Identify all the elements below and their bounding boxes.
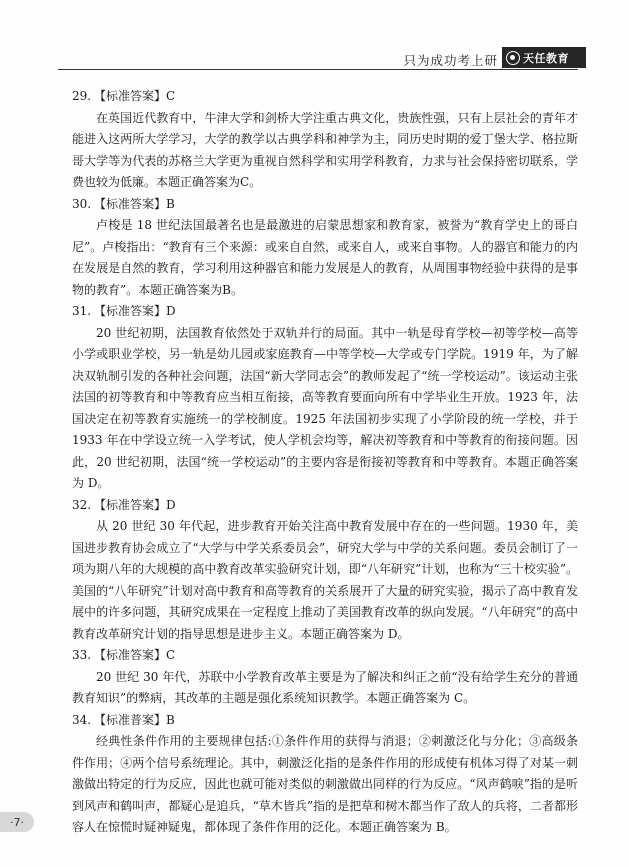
header-divider [58,69,578,70]
answer-header [72,495,578,517]
question-number: 30. [72,196,92,211]
explanation-text: 20 世纪 30 年代，苏联中小学教育改革主要是为了解决和纠正之前“没有给学生充分的普通教育知识”的弊病，其改革的主题是强化系统知识教学。本题正确答案为 C。 [72,669,578,705]
answer-list [72,86,578,839]
explanation-text: 在英国近代教育中，牛津大学和剑桥大学注重古典文化，贵族性强，只有上层社会的青年才能进入这两所大学学习，大学的教学以古典学科和神学为主，同历史时期的爱丁堡大学、格拉斯哥大学等为代表的苏格兰大学更为重视自然科学和实用学科教育，力求与社会保持密切联系，学费也较为低廉。本题正确答案为C。 [72,110,578,189]
answer-key: 【标准普案】B [94,712,175,727]
answer-item-34 [72,710,578,839]
answer-item-33 [72,645,578,710]
answer-header [72,194,578,216]
explanation-text: 卢梭是 18 世纪法国最著名也是最激进的启蒙思想家和教育家，被誉为“教育学史上的哥白尼”。卢梭指出：“教育有三个来源：或来自自然，或来自人，或来自事物。人的器官和能力的内在发展是自然的教育，学习利用这种器官和能力发展是人的教育，从周围事物经验中获得的是事物的教育”。本题正确答案为B。 [72,218,578,297]
question-number: 31. [72,304,92,318]
explanation-text: 从 20 世纪 30 年代起，进步教育开始关注高中教育发展中存在的一些问题。1930 年，美国进步教育协会成立了“大学与中学关系委员会”，研究大学与中学的关系问题。委员会制订了一项为期八年的大规模的高中教育改革实验研究计划，即“八年研究”计划，也称为“三十校实验”。美国的“八年研究”计划对高中教育和高等教育的关系展开了大量的研究实验，揭示了高中教育发展中的许多问题，其研究成果在一定程度上推动了美国教育改革的纵向发展。“八年研究”的高中教育改革研究计划的指导思想是进步主义。本题正确答案为 D。 [72,519,578,641]
question-number: 33. [72,648,92,662]
answer-key: 【标准答案】C [94,89,176,103]
explanation-text: 20 世纪初期，法国教育依然处于双轨并行的局面。其中一轨是母育学校—初等学校—高等小学或职业学校，另一轨是幼儿园或家庭教育—中等学校—大学或专门学院。1919 年，为了解决双轨制引发的各种社会问题，法国“新大学同志会”的教师发起了“统一学校运动”。该运动主张法国的初等教育和中等教育应当相互衔接，高等教育要面向所有中学毕业生开放。1923 年，法国决定在初等教育实施统一的学校制度。1925 年法国初步实现了小学阶段的统一学校，并于 1933 年在中学设立统一入学考试，使人学机会均等，解决初等教育和中等教育的衔接问题。因此，20 世纪初期，法国“统一学校运动”的主要内容是衔接初等教育和中等教育。本题正确答案为 D。 [72,325,578,490]
answer-item-29 [72,86,578,194]
answer-key: 【标准答案】D [94,304,176,318]
answer-item-30 [72,194,578,302]
header-slogan: 只为成功考上研 [403,53,498,68]
answer-header [72,86,578,108]
question-number: 34. [72,712,92,727]
answer-key: 【标准答案】C [94,648,176,662]
answer-key: 【标准答案】B [94,196,175,211]
explanation-text: 经典性条件作用的主要规律包括:①条件作用的获得与消退；②刺激泛化与分化；③高级条件作用；④两个信号系统理论。其中，刺激泛化指的是条件作用的形成使有机体习得了对某一刺激做出特定的行为反应，因此也就可能对类似的刺激做出同样的行为反应。“风声鹤唳”指的是听到风声和鹤叫声，都疑心是追兵，“草木皆兵”指的是把草和树木都当作了敌人的兵将，二者都形容人在惊慌时疑神疑鬼，都体现了条件作用的泛化。本题正确答案为 B。 [72,734,578,834]
answer-header [72,710,578,732]
question-number: 29. [72,89,92,103]
answer-key: 【标准答案】D [94,497,176,512]
answer-header [72,645,578,667]
page-header [0,0,629,78]
logo-emblem-icon [506,51,520,65]
question-number: 32. [72,497,92,512]
page-number: ·7· [0,812,34,832]
answer-item-32 [72,495,578,646]
answer-item-31 [72,301,578,495]
answer-header [72,301,578,323]
logo-text: 天任教育 [523,51,569,65]
brand-logo [502,47,586,68]
